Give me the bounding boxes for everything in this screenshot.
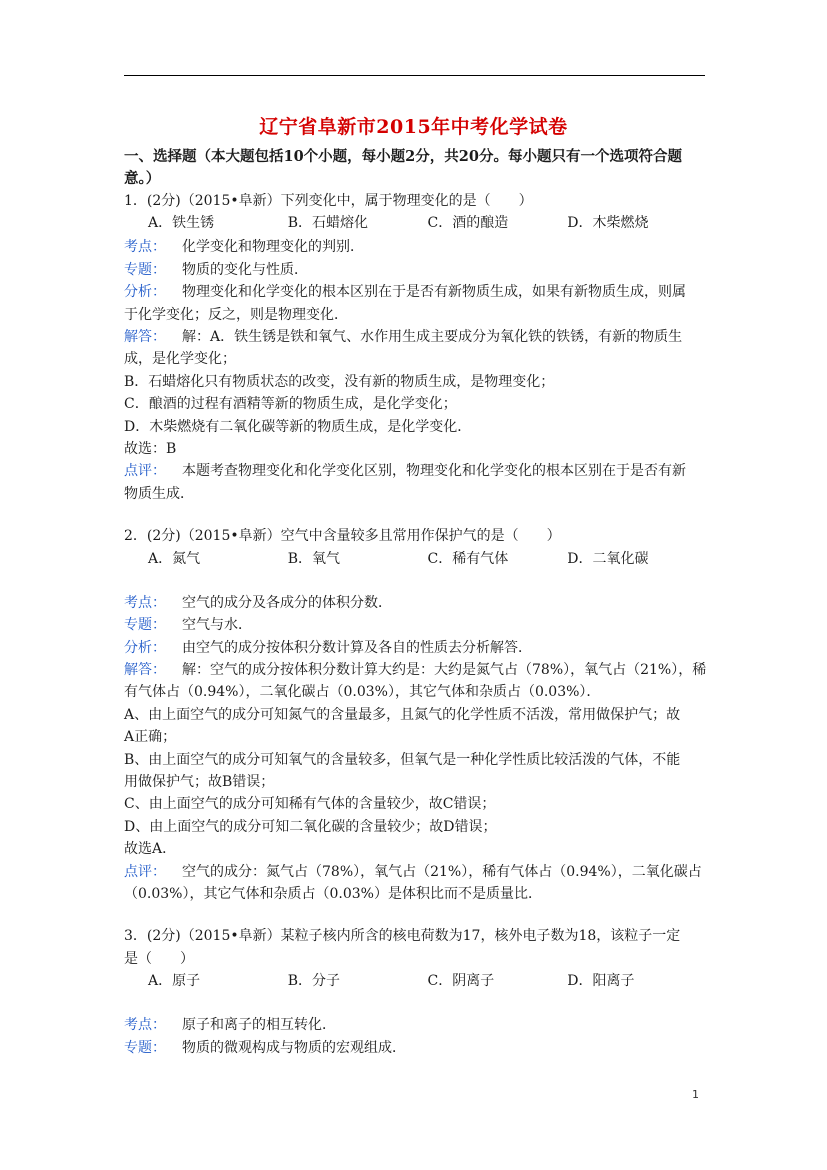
- jieda-label: 解答：: [124, 661, 166, 678]
- q2-line-c: C、由上面空气的成分可知稀有气体的含量较少，故C错误；: [124, 796, 496, 813]
- q2-jieda-cont: 有气体占（0.94%），二氧化碳占（0.03%），其它气体和杂质占（0.03%）．: [124, 684, 601, 701]
- q1-line-b: B．石蜡熔化只有物质状态的改变，没有新的物质生成，是物理变化；: [124, 373, 555, 390]
- q3-kaodian-text: 原子和离子的相互转化．: [182, 1017, 336, 1034]
- q1-option-b: B．石蜡熔化: [287, 215, 369, 232]
- kaodian-label: 考点：: [124, 1017, 166, 1034]
- spacer: [124, 572, 707, 592]
- zhuanti-label: 专题：: [124, 617, 166, 634]
- q1-kaodian: [124, 236, 707, 258]
- q2-line-d: D、由上面空气的成分可知二氧化碳的含量较少；故D错误；: [124, 818, 497, 835]
- q1-zhuanti: [124, 259, 707, 281]
- q3-zhuanti-text: 物质的微观构成与物质的宏观组成．: [182, 1039, 406, 1056]
- q1-dianping-cont: 物质生成．: [124, 485, 194, 502]
- q2-jieda: [124, 659, 707, 681]
- q1-option-c: C．酒的酿造: [427, 215, 509, 232]
- q1-option-a: A．铁生锈: [148, 215, 215, 232]
- q2-fenxi-text: 由空气的成分按体积分数计算及各自的性质去分析解答．: [182, 639, 532, 656]
- q2-options: [148, 548, 707, 572]
- q1-fenxi-cont: 于化学变化；反之，则是物理变化．: [124, 306, 348, 323]
- q2-option-c: C．稀有气体: [427, 550, 509, 567]
- q3-kaodian: [124, 1014, 707, 1036]
- document-body: [124, 146, 707, 1059]
- dianping-label: 点评：: [124, 463, 166, 480]
- q2-dianping: [124, 861, 707, 883]
- q2-stem: 2．(2分)（2015•阜新）空气中含量较多且常用作保护气的是（ ）: [124, 528, 561, 545]
- kaodian-label: 考点：: [124, 594, 166, 611]
- q3-stem-cont: 是（ ）: [124, 950, 194, 967]
- spacer: [124, 994, 707, 1014]
- section-heading: 一、选择题（本大题包括10个小题，每小题2分，共20分。每小题只有一个选项符合题意。）: [124, 148, 682, 187]
- q1-zhuanti-text: 物质的变化与性质．: [182, 261, 308, 278]
- fenxi-label: 分析：: [124, 284, 166, 301]
- q2-kaodian: [124, 592, 707, 614]
- dianping-label: 点评：: [124, 863, 166, 880]
- q3-stem: 3．(2分)（2015•阜新）某粒子核内所含的核电荷数为17，核外电子数为18，该粒子一定: [124, 928, 681, 945]
- spacer: [124, 505, 707, 525]
- q3-zhuanti: [124, 1037, 707, 1059]
- q3-option-a: A．原子: [148, 973, 201, 990]
- q2-answer: 故选A．: [124, 841, 177, 858]
- jieda-label: 解答：: [124, 329, 166, 346]
- q3-option-d: D．阳离子: [567, 973, 635, 990]
- q3-option-c: C．阴离子: [427, 973, 495, 990]
- q1-dianping-text-1: 本题考查物理变化和化学变化区别，物理变化和化学变化的根本区别在于是否有新: [182, 463, 686, 480]
- zhuanti-label: 专题：: [124, 261, 166, 278]
- q2-line-a2: A正确；: [124, 729, 177, 746]
- q1-dianping: [124, 460, 707, 482]
- q2-jieda-text-1: 解：空气的成分按体积分数计算大约是：大约是氮气占（78%），氧气占（21%），稀: [182, 661, 707, 678]
- q3-options: [148, 970, 707, 994]
- page-title: 辽宁省阜新市2015年中考化学试卷: [259, 116, 568, 138]
- q1-stem: 1．(2分)（2015•阜新）下列变化中，属于物理变化的是（ ）: [124, 193, 533, 209]
- page-number: 1: [692, 1088, 699, 1101]
- q2-dianping-text-1: 空气的成分：氮气占（78%），氧气占（21%），稀有气体占（0.94%），二氧化碳占: [182, 863, 702, 880]
- q2-kaodian-text: 空气的成分及各成分的体积分数．: [182, 594, 392, 611]
- q1-jieda-cont: 成，是化学变化；: [124, 351, 236, 368]
- spacer: [124, 905, 707, 925]
- q1-fenxi-text-1: 物理变化和化学变化的根本区别在于是否有新物质生成，如果有新物质生成，则属: [182, 284, 686, 301]
- q1-kaodian-text: 化学变化和物理变化的判别．: [182, 239, 364, 256]
- q2-zhuanti: [124, 614, 707, 636]
- zhuanti-label: 专题：: [124, 1039, 166, 1056]
- q2-line-b1: B、由上面空气的成分可知氧气的含量较多，但氧气是一种化学性质比较活泼的气体，不能: [124, 751, 681, 768]
- q1-fenxi: [124, 281, 707, 303]
- q1-option-d: D．木柴燃烧: [567, 215, 649, 232]
- q3-option-b: B．分子: [287, 973, 341, 990]
- q1-line-d: D．木柴燃烧有二氧化碳等新的物质生成，是化学变化．: [124, 418, 472, 435]
- kaodian-label: 考点：: [124, 239, 166, 256]
- fenxi-label: 分析：: [124, 639, 166, 656]
- q2-dianping-cont: （0.03%），其它气体和杂质占（0.03%）是体积比而不是质量比．: [124, 885, 542, 902]
- q2-fenxi: [124, 637, 707, 659]
- q2-line-b2: 用做保护气；故B错误；: [124, 773, 275, 790]
- q2-option-d: D．二氧化碳: [567, 550, 649, 567]
- q1-line-c: C．酿酒的过程有酒精等新的物质生成，是化学变化；: [124, 396, 457, 413]
- q2-line-a1: A、由上面空气的成分可知氮气的含量最多，且氮气的化学性质不活泼，常用做保护气；故: [124, 706, 681, 723]
- q2-zhuanti-text: 空气与水．: [182, 617, 252, 634]
- q1-answer: 故选：B: [124, 441, 177, 458]
- q1-jieda: [124, 326, 707, 348]
- q1-options: [148, 212, 707, 236]
- q1-jieda-text-1: 解：A．铁生锈是铁和氧气、水作用生成主要成分为氧化铁的铁锈，有新的物质生: [182, 329, 683, 346]
- q2-option-a: A．氮气: [148, 550, 201, 567]
- q2-option-b: B．氧气: [287, 550, 341, 567]
- header-rule: [124, 75, 705, 76]
